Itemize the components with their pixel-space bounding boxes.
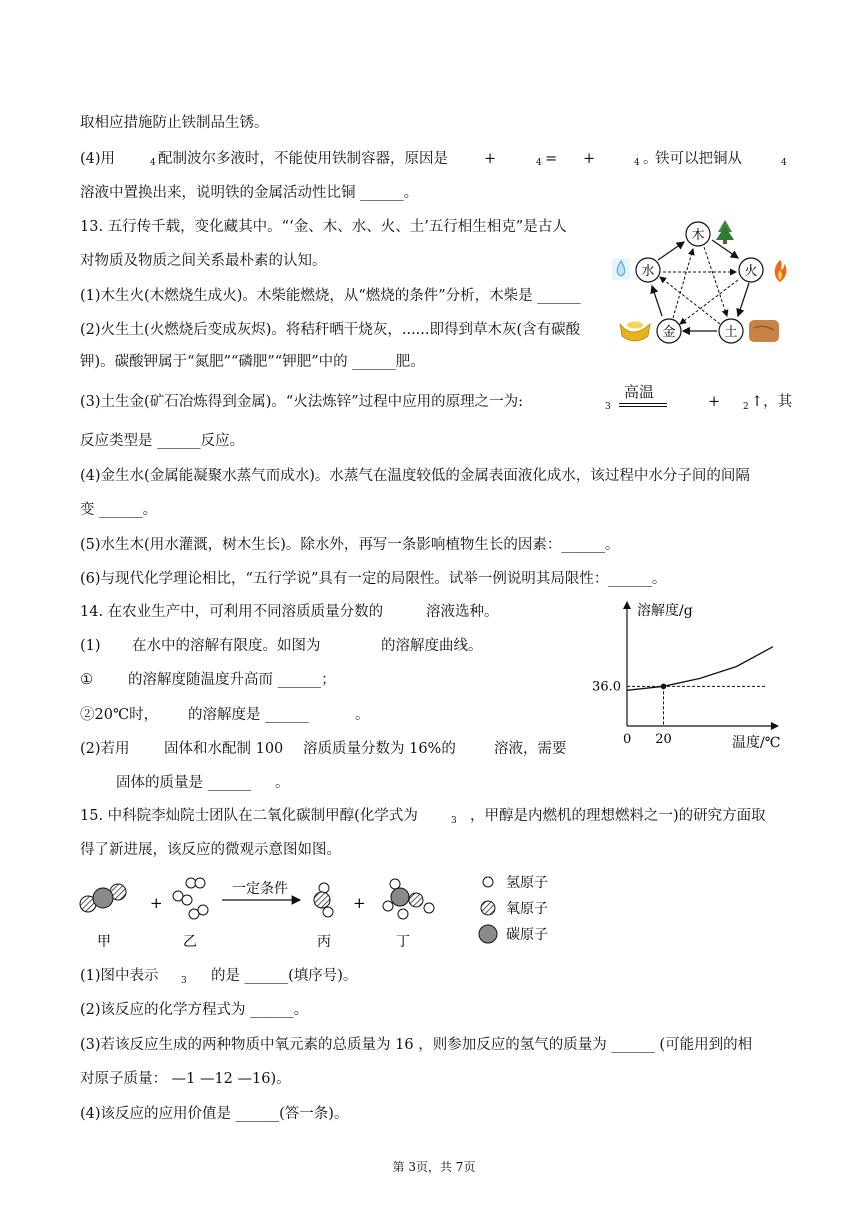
q15-line3-b: 的是 ______(填序号)。 [211, 968, 358, 984]
q13-high-temp: 高温 [624, 383, 655, 401]
y-axis-label: 溶解度/g [637, 603, 693, 619]
q14-line6-a: 固体的质量是 ______ [116, 775, 252, 791]
q14-line2-b: 在水中的溶解有限度。如图为 [132, 638, 321, 654]
q13-line4: (2)火生土(火燃烧后变成灰烬)。将秸秆晒干烧灰，......即得到草木灰(含有碳酸 [80, 322, 581, 338]
water-drop-icon [612, 258, 630, 280]
q13-arrow-line-2 [619, 406, 667, 407]
tree-icon [716, 220, 734, 244]
q12-line2-c: 铁可以把铜从 [655, 151, 742, 167]
solubility-chart [585, 595, 800, 755]
arrow-fire-earth [738, 283, 749, 316]
q13-sub2: 2 [743, 402, 749, 412]
q14-line1-b: 溶液选种。 [426, 604, 499, 620]
q14-line5-d: 溶液，需要 [494, 741, 567, 757]
q15-line5: (3)若该反应生成的两种物质中氧元素的总质量为 16 ，则参加反应的氢气的质量为 ______ (可能用到的相 [80, 1037, 753, 1053]
label-yi: 乙 [183, 934, 197, 950]
label-jia: 甲 [97, 934, 111, 950]
q14-line2-c: 的溶解度曲线。 [381, 638, 483, 654]
q13-line9: 变 ______。 [80, 502, 158, 518]
q14-line3-a: ① [80, 672, 93, 688]
q14-line3-b: 的溶解度随温度升高而 ______； [128, 672, 336, 688]
q13-line7: 反应类型是 ______反应。 [80, 433, 245, 449]
plus-2: + [353, 894, 366, 912]
q13-line6-a: (3)土生金(矿石冶炼得到金属)。“火法炼锌”过程中应用的原理之一为: [80, 394, 524, 410]
q15-line4: (2)该反应的化学方程式为 ______。 [80, 1002, 309, 1018]
solubility-curve [627, 647, 773, 691]
label-bing: 丙 [317, 934, 331, 950]
origin-label: 0 [623, 732, 632, 747]
dash-fire-metal [680, 280, 738, 324]
q12-period: 。 [643, 151, 658, 167]
q13-line2: 对物质及物质之间关系最朴素的认知。 [80, 253, 327, 269]
legend-carbon-icon [479, 925, 497, 943]
arrow-water-wood [658, 242, 684, 260]
q15-line1-b: ，甲醇是内燃机的理想燃料之一)的研究方面取 [470, 808, 766, 824]
q12-equals: = [545, 151, 558, 167]
q15-line3-sub: 3 [181, 976, 187, 986]
dash-metal-wood [673, 249, 693, 318]
q13-line1: 13. 五行传千载，变化藏其中。“‘金、木、水、火、土’五行相生相克”是古人 [80, 219, 567, 235]
molecule-jia [80, 884, 126, 912]
q15-line6: 对原子质量： —1 —12 —16)。 [80, 1071, 291, 1087]
gold-ingot-icon [620, 322, 650, 342]
q13-line5: 钾)。碳酸钾属于“氮肥”“磷肥”“钾肥”中的 ______肥。 [80, 354, 425, 370]
q12-plus-1: + [484, 151, 497, 167]
page-footer: 第 3页，共 7页 [392, 1160, 476, 1174]
plus-1: + [150, 894, 163, 912]
y-tick-36: 36.0 [592, 679, 621, 695]
q13-line11: (6)与现代化学理论相比，“五行学说”具有一定的局限性。试举一例说明其局限性：______。 [80, 571, 667, 587]
q14-line2-a: (1) [80, 638, 101, 654]
node-wood-label: 木 [691, 228, 705, 243]
y-axis-arrow [623, 601, 631, 609]
q14-line6-b: 。 [275, 775, 290, 791]
q13-line8: (4)金生水(金属能凝聚水蒸气而成水)。水蒸气在温度较低的金属表面液化成水，该过程中水分子间的间隔 [80, 468, 750, 484]
legend-oxygen-icon [481, 901, 495, 915]
molecule-bing [314, 883, 333, 917]
q15-line2: 得了新进展，该反应的微观示意图如图。 [80, 842, 341, 858]
q14-line5-a: (2)若用 [80, 741, 130, 757]
label-ding: 丁 [396, 934, 410, 950]
q14-line4-b: 的溶解度是 ______ [188, 707, 309, 723]
x-axis-arrow [771, 722, 779, 730]
q15-line7: (4)该反应的应用价值是 ______(答一条)。 [80, 1106, 349, 1122]
q13-line6-b: ↑，其 [751, 394, 793, 410]
q12-line3: 溶液中置换出来，说明铁的金属活动性比铜 ______。 [80, 185, 419, 201]
node-metal-label: 金 [662, 325, 676, 340]
arrow-metal-water [652, 286, 662, 316]
flame-icon [775, 260, 787, 282]
x-tick-20: 20 [655, 732, 672, 747]
q14-line5-c: 溶质质量分数为 16%的 [303, 741, 456, 757]
q12-sub-1: 4 [150, 158, 156, 168]
molecule-ding [383, 879, 434, 919]
dash-wood-earth [704, 247, 727, 316]
soil-icon [749, 320, 779, 342]
q15-line1-sub: 3 [451, 816, 457, 826]
legend-oxygen-label: 氧原子 [506, 901, 548, 917]
five-elements-diagram [608, 212, 798, 352]
molecule-yi [173, 878, 208, 919]
q12-plus-2: + [583, 151, 596, 167]
q13-plus: + [708, 394, 721, 410]
q14-line1-a: 14. 在农业生产中，可利用不同溶质质量分数的 [80, 604, 384, 620]
x-axis-label: 温度/℃ [732, 735, 781, 751]
legend-hydrogen-icon [483, 877, 493, 887]
node-earth-label: 土 [724, 325, 738, 340]
q12-line2-b: 配制波尔多液时，不能使用铁制容器，原因是 [158, 151, 448, 167]
q12-line1: 取相应措施防止铁制品生锈。 [80, 115, 269, 131]
legend-hydrogen-label: 氢原子 [506, 875, 548, 891]
q12-sub-2: 4 [536, 158, 542, 168]
q12-sub-4: 4 [781, 158, 787, 168]
q13-arrow-line-1 [619, 403, 667, 404]
q15-line3-a: (1)图中表示 [80, 968, 159, 984]
q15-line1-a: 15. 中科院李灿院士团队在二氧化碳制甲醇(化学式为 [80, 808, 418, 824]
q13-sub3: 3 [605, 402, 611, 412]
node-water-label: 水 [641, 264, 655, 279]
q12-sub-3: 4 [634, 158, 640, 168]
legend-carbon-label: 碳原子 [506, 927, 548, 943]
node-fire-label: 火 [744, 264, 758, 279]
q14-line4-c: 。 [355, 707, 370, 723]
q12-line2-a: (4)用 [80, 151, 116, 167]
q13-line3: (1)木生火(木燃烧生成火)。木柴能燃烧，从“燃烧的条件”分析，木柴是 ______ [80, 288, 581, 304]
marked-point [661, 684, 667, 690]
q13-line10: (5)水生木(用水灌溉，树木生长)。除水外，再写一条影响植物生长的因素：______。 [80, 537, 620, 553]
q14-line5-b: 固体和水配制 100 [164, 741, 284, 757]
q14-line4-a: ②20℃时， [80, 707, 159, 723]
condition-label: 一定条件 [232, 881, 288, 897]
reaction-diagram [70, 870, 570, 950]
